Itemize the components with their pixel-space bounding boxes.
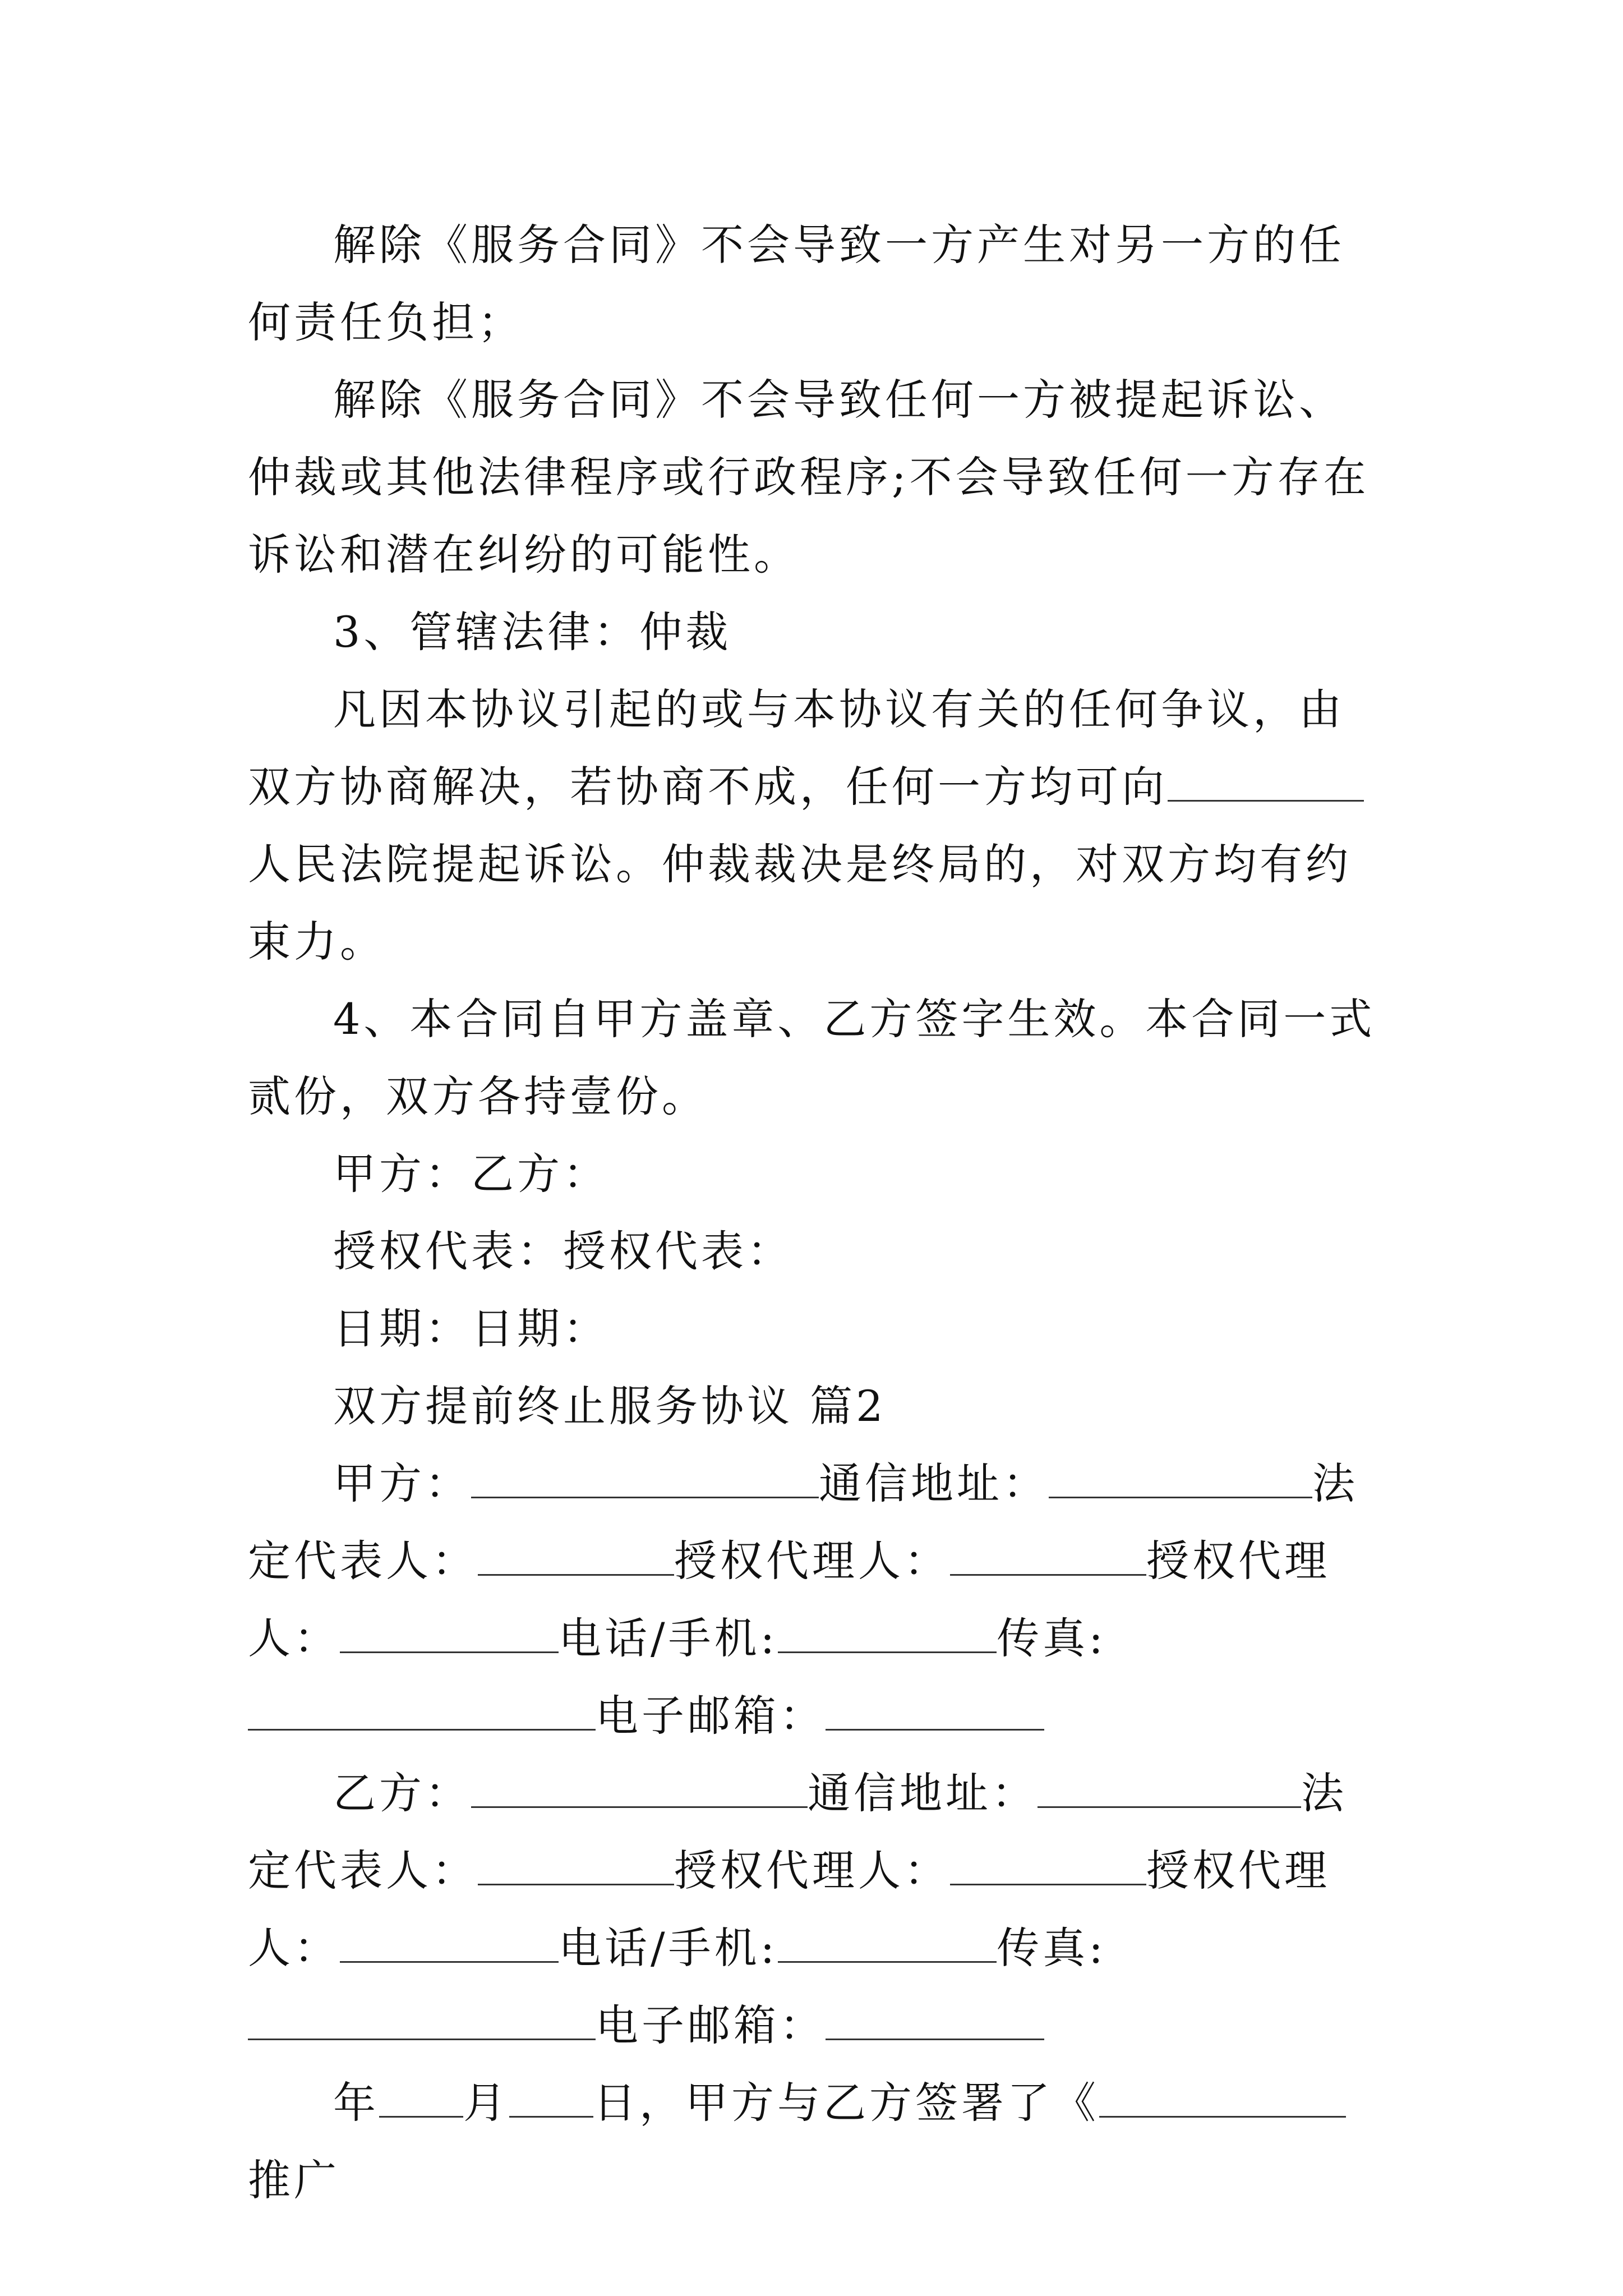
party-b-legal-rep-label: 法定代表人： — [248, 1768, 1347, 1895]
party-b-agent2-blank — [340, 1923, 559, 1963]
day-blank — [509, 2078, 593, 2118]
party-a-fax-label: 传真: — [997, 1613, 1106, 1663]
party-b-agent2-label: 授权代理人： — [248, 1846, 1330, 1973]
court-name-blank — [1168, 762, 1364, 802]
party-a-agent2-blank — [340, 1613, 559, 1653]
year-label: 年 — [333, 2078, 379, 2128]
party-a-info — [248, 1445, 1387, 1755]
month-label: 月 — [463, 2078, 509, 2128]
party-b-address-blank — [1038, 1768, 1301, 1808]
party-b-fax-blank — [248, 2000, 596, 2040]
party-a-legal-rep-label: 法定代表人： — [248, 1458, 1358, 1586]
party-b-email-blank — [826, 2000, 1044, 2040]
dispute-text-start: 凡因本协议引起的或与本协议有关的任何争议，由双方协商解决，若协商不成，任何一方均可向 — [248, 684, 1345, 812]
party-a-phone-label: 电话/手机: — [559, 1613, 778, 1663]
section-heading-part2: 双方提前终止服务协议 篇2 — [333, 1381, 887, 1431]
party-a-phone-blank — [778, 1613, 997, 1653]
party-a-fax-blank — [248, 1691, 596, 1731]
month-blank — [379, 2078, 463, 2118]
party-b-name-blank — [471, 1768, 808, 1808]
party-a-email-blank — [826, 1691, 1044, 1731]
agreement-date-line — [248, 2064, 1387, 2219]
dispute-text-end: 人民法院提起诉讼。仲裁裁决是终局的，对双方均有约束力。 — [248, 839, 1352, 967]
party-b-phone-label: 电话/手机: — [559, 1923, 778, 1973]
party-b-legal-rep-blank — [478, 1846, 674, 1885]
party-a-agent1-label: 授权代理人： — [674, 1536, 950, 1586]
party-a-agent1-blank — [950, 1536, 1146, 1576]
party-b-agent1-label: 授权代理人： — [674, 1846, 950, 1895]
party-b-info — [248, 1755, 1387, 2064]
contract-name-blank — [1099, 2078, 1346, 2118]
party-a-label: 甲方： — [333, 1458, 471, 1508]
document-body — [248, 206, 1387, 2219]
party-b-address-label: 通信地址： — [808, 1768, 1038, 1818]
heading-governing-law: 3、管辖法律：仲裁 — [333, 607, 732, 657]
signature-rep-line: 授权代表：授权代表： — [333, 1226, 793, 1276]
promotion-text: 推广 — [248, 2155, 340, 2205]
party-a-agent2-label: 授权代理人： — [248, 1536, 1330, 1663]
paragraph-contract-effect: 4、本合同自甲方盖章、乙方签字生效。本合同一式贰份，双方各持壹份。 — [248, 994, 1376, 1121]
party-b-email-label: 电子邮箱： — [596, 2000, 826, 2050]
party-a-legal-rep-blank — [478, 1536, 674, 1576]
party-a-name-blank — [471, 1458, 819, 1498]
party-a-address-label: 通信地址： — [819, 1458, 1049, 1508]
party-a-email-label: 电子邮箱： — [596, 1691, 826, 1741]
paragraph-termination-liability: 解除《服务合同》不会导致一方产生对另一方的任何责任负担； — [248, 220, 1345, 347]
party-a-address-blank — [1049, 1458, 1312, 1498]
party-b-fax-label: 传真: — [997, 1923, 1106, 1973]
day-signing-text: 日，甲方与乙方签署了《 — [593, 2078, 1099, 2128]
party-b-phone-blank — [778, 1923, 997, 1963]
paragraph-dispute-resolution — [248, 671, 1387, 981]
paragraph-termination-litigation: 解除《服务合同》不会导致任何一方被提起诉讼、仲裁或其他法律程序或行政程序;不会导致任何一方存在诉讼和潜在纠纷的可能性。 — [248, 375, 1370, 579]
party-b-agent1-blank — [950, 1846, 1146, 1885]
signature-party-line: 甲方：乙方： — [333, 1149, 609, 1199]
party-b-label: 乙方： — [333, 1768, 471, 1818]
signature-date-line: 日期：日期： — [333, 1304, 609, 1354]
